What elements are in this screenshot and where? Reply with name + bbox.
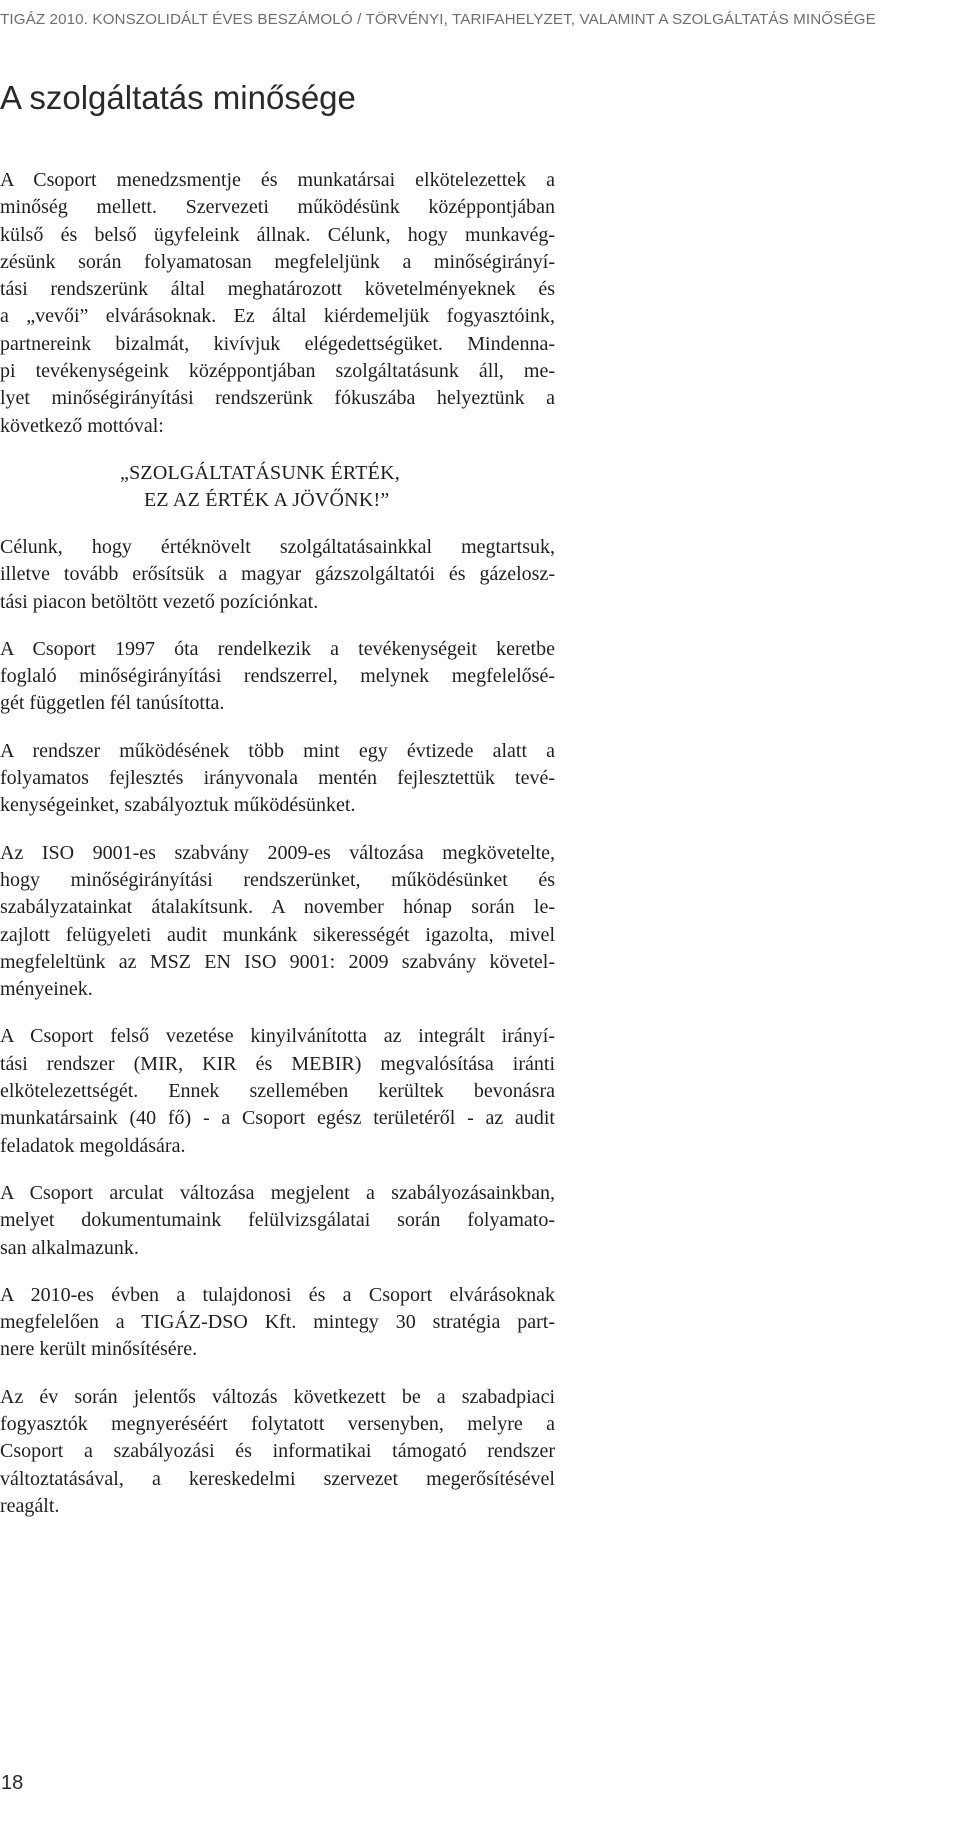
text-line: fogyasztók megnyeréséért folytatott versenyben, melyre a — [0, 1412, 555, 1435]
text-line: A Csoport arculat változása megjelent a szabályozásainkban, — [0, 1181, 555, 1204]
motto-line-2: EZ AZ ÉRTÉK A JÖVŐNK!” — [144, 488, 390, 511]
motto-line-1: „SZOLGÁLTATÁSUNK ÉRTÉK, — [120, 461, 400, 484]
text-line: tási piacon betöltött vezető pozíciónkat. — [0, 590, 319, 613]
text-line: A Csoport 1997 óta rendelkezik a tevékenységeit keretbe — [0, 637, 555, 660]
paragraph-goal — [0, 534, 555, 616]
text-line: munkatársaink (40 fő) - a Csoport egész területéről - az audit — [0, 1107, 555, 1130]
text-line: megfelelően a TIGÁZ-DSO Kft. mintegy 30 stratégia part- — [0, 1311, 555, 1334]
text-line: melyet dokumentumaink felülvizsgálatai során folyamato- — [0, 1209, 555, 1232]
paragraph-corporate-identity — [0, 1180, 555, 1262]
text-line: minőség mellett. Szervezeti működésünk középpontjában — [0, 196, 555, 219]
text-line: folyamatos fejlesztés irányvonala mentén fejlesztettük tevé- — [0, 767, 555, 790]
page-title: A szolgáltatás minősége — [0, 79, 356, 116]
text-line: zésünk során folyamatosan megfeleljünk a minőségirányí- — [0, 250, 555, 273]
paragraph-integrated-system — [0, 1023, 555, 1159]
motto — [0, 460, 555, 514]
paragraph-since-1997 — [0, 636, 555, 718]
page-number: 18 — [1, 1772, 24, 1794]
paragraph-iso-9001 — [0, 840, 555, 1004]
text-line: Az év során jelentős változás következett be a szabadpiaci — [0, 1385, 555, 1408]
text-line: elkötelezettségét. Ennek szellemében kerültek bevonásra — [0, 1080, 555, 1103]
body-text — [0, 167, 555, 1540]
text-line: partnereink bizalmát, kivívjuk elégedettségüket. Mindenna- — [0, 332, 555, 355]
paragraph-intro — [0, 167, 555, 440]
text-line: zajlott felügyeleti audit munkánk sikerességét igazolta, mivel — [0, 923, 555, 946]
text-line: következő mottóval: — [0, 414, 164, 437]
text-line: külső és belső ügyfeleink állnak. Célunk, hogy munkavég- — [0, 223, 555, 246]
text-line: szabályzatainkat átalakítsunk. A november hónap során le- — [0, 896, 555, 919]
text-line: illetve tovább erősítsük a magyar gázszolgáltatói és gázelosz- — [0, 563, 555, 586]
text-line: pi tevékenységeink középpontjában szolgáltatásunk áll, me- — [0, 360, 555, 383]
text-line: tási rendszerünk által meghatározott követelményeknek és — [0, 278, 555, 301]
paragraph-free-market — [0, 1384, 555, 1520]
text-line: változtatásával, a kereskedelmi szervezet megerősítésével — [0, 1467, 555, 1490]
text-line: reagált. — [0, 1494, 60, 1517]
text-line: kenységeinket, szabályoztuk működésünket. — [0, 794, 356, 817]
text-line: hogy minőségirányítási rendszerünket, működésünket és — [0, 868, 555, 891]
text-line: Célunk, hogy értéknövelt szolgáltatásainkkal megtartsuk, — [0, 535, 555, 558]
text-line: san alkalmazunk. — [0, 1236, 139, 1259]
text-line: nere került minősítésére. — [0, 1338, 198, 1361]
text-line: tási rendszer (MIR, KIR és MEBIR) megvalósítása iránti — [0, 1052, 555, 1075]
text-line: feladatok megoldására. — [0, 1134, 186, 1157]
text-line: lyet minőségirányítási rendszerünk fókuszába helyeztünk a — [0, 387, 555, 410]
paragraph-development — [0, 738, 555, 820]
text-line: ményeinek. — [0, 978, 93, 1001]
text-line: foglaló minőségirányítási rendszerrel, melynek megfelelősé- — [0, 665, 555, 688]
paragraph-partners — [0, 1282, 555, 1364]
running-header: TIGÁZ 2010. KONSZOLIDÁLT ÉVES BESZÁMOLÓ / TÖRVÉNYI, TARIFAHELYZET, VALAMINT A SZOLGÁLTATÁS MINŐSÉGE — [0, 11, 876, 28]
text-line: gét független fél tanúsította. — [0, 692, 225, 715]
text-line: A rendszer működésének több mint egy évtizede alatt a — [0, 739, 555, 762]
text-line: A Csoport felső vezetése kinyilvánította az integrált irányí- — [0, 1025, 555, 1048]
text-line: Csoport a szabályozási és informatikai támogató rendszer — [0, 1440, 555, 1463]
text-line: a „vevői” elvárásoknak. Ez által kiérdemeljük fogyasztóink, — [0, 305, 555, 328]
text-line: Az ISO 9001-es szabvány 2009-es változása megkövetelte, — [0, 841, 555, 864]
text-line: A 2010-es évben a tulajdonosi és a Csoport elvárásoknak — [0, 1283, 555, 1306]
text-line: megfeleltünk az MSZ EN ISO 9001: 2009 szabvány követel- — [0, 950, 555, 973]
text-line: A Csoport menedzsmentje és munkatársai elkötelezettek a — [0, 169, 555, 191]
